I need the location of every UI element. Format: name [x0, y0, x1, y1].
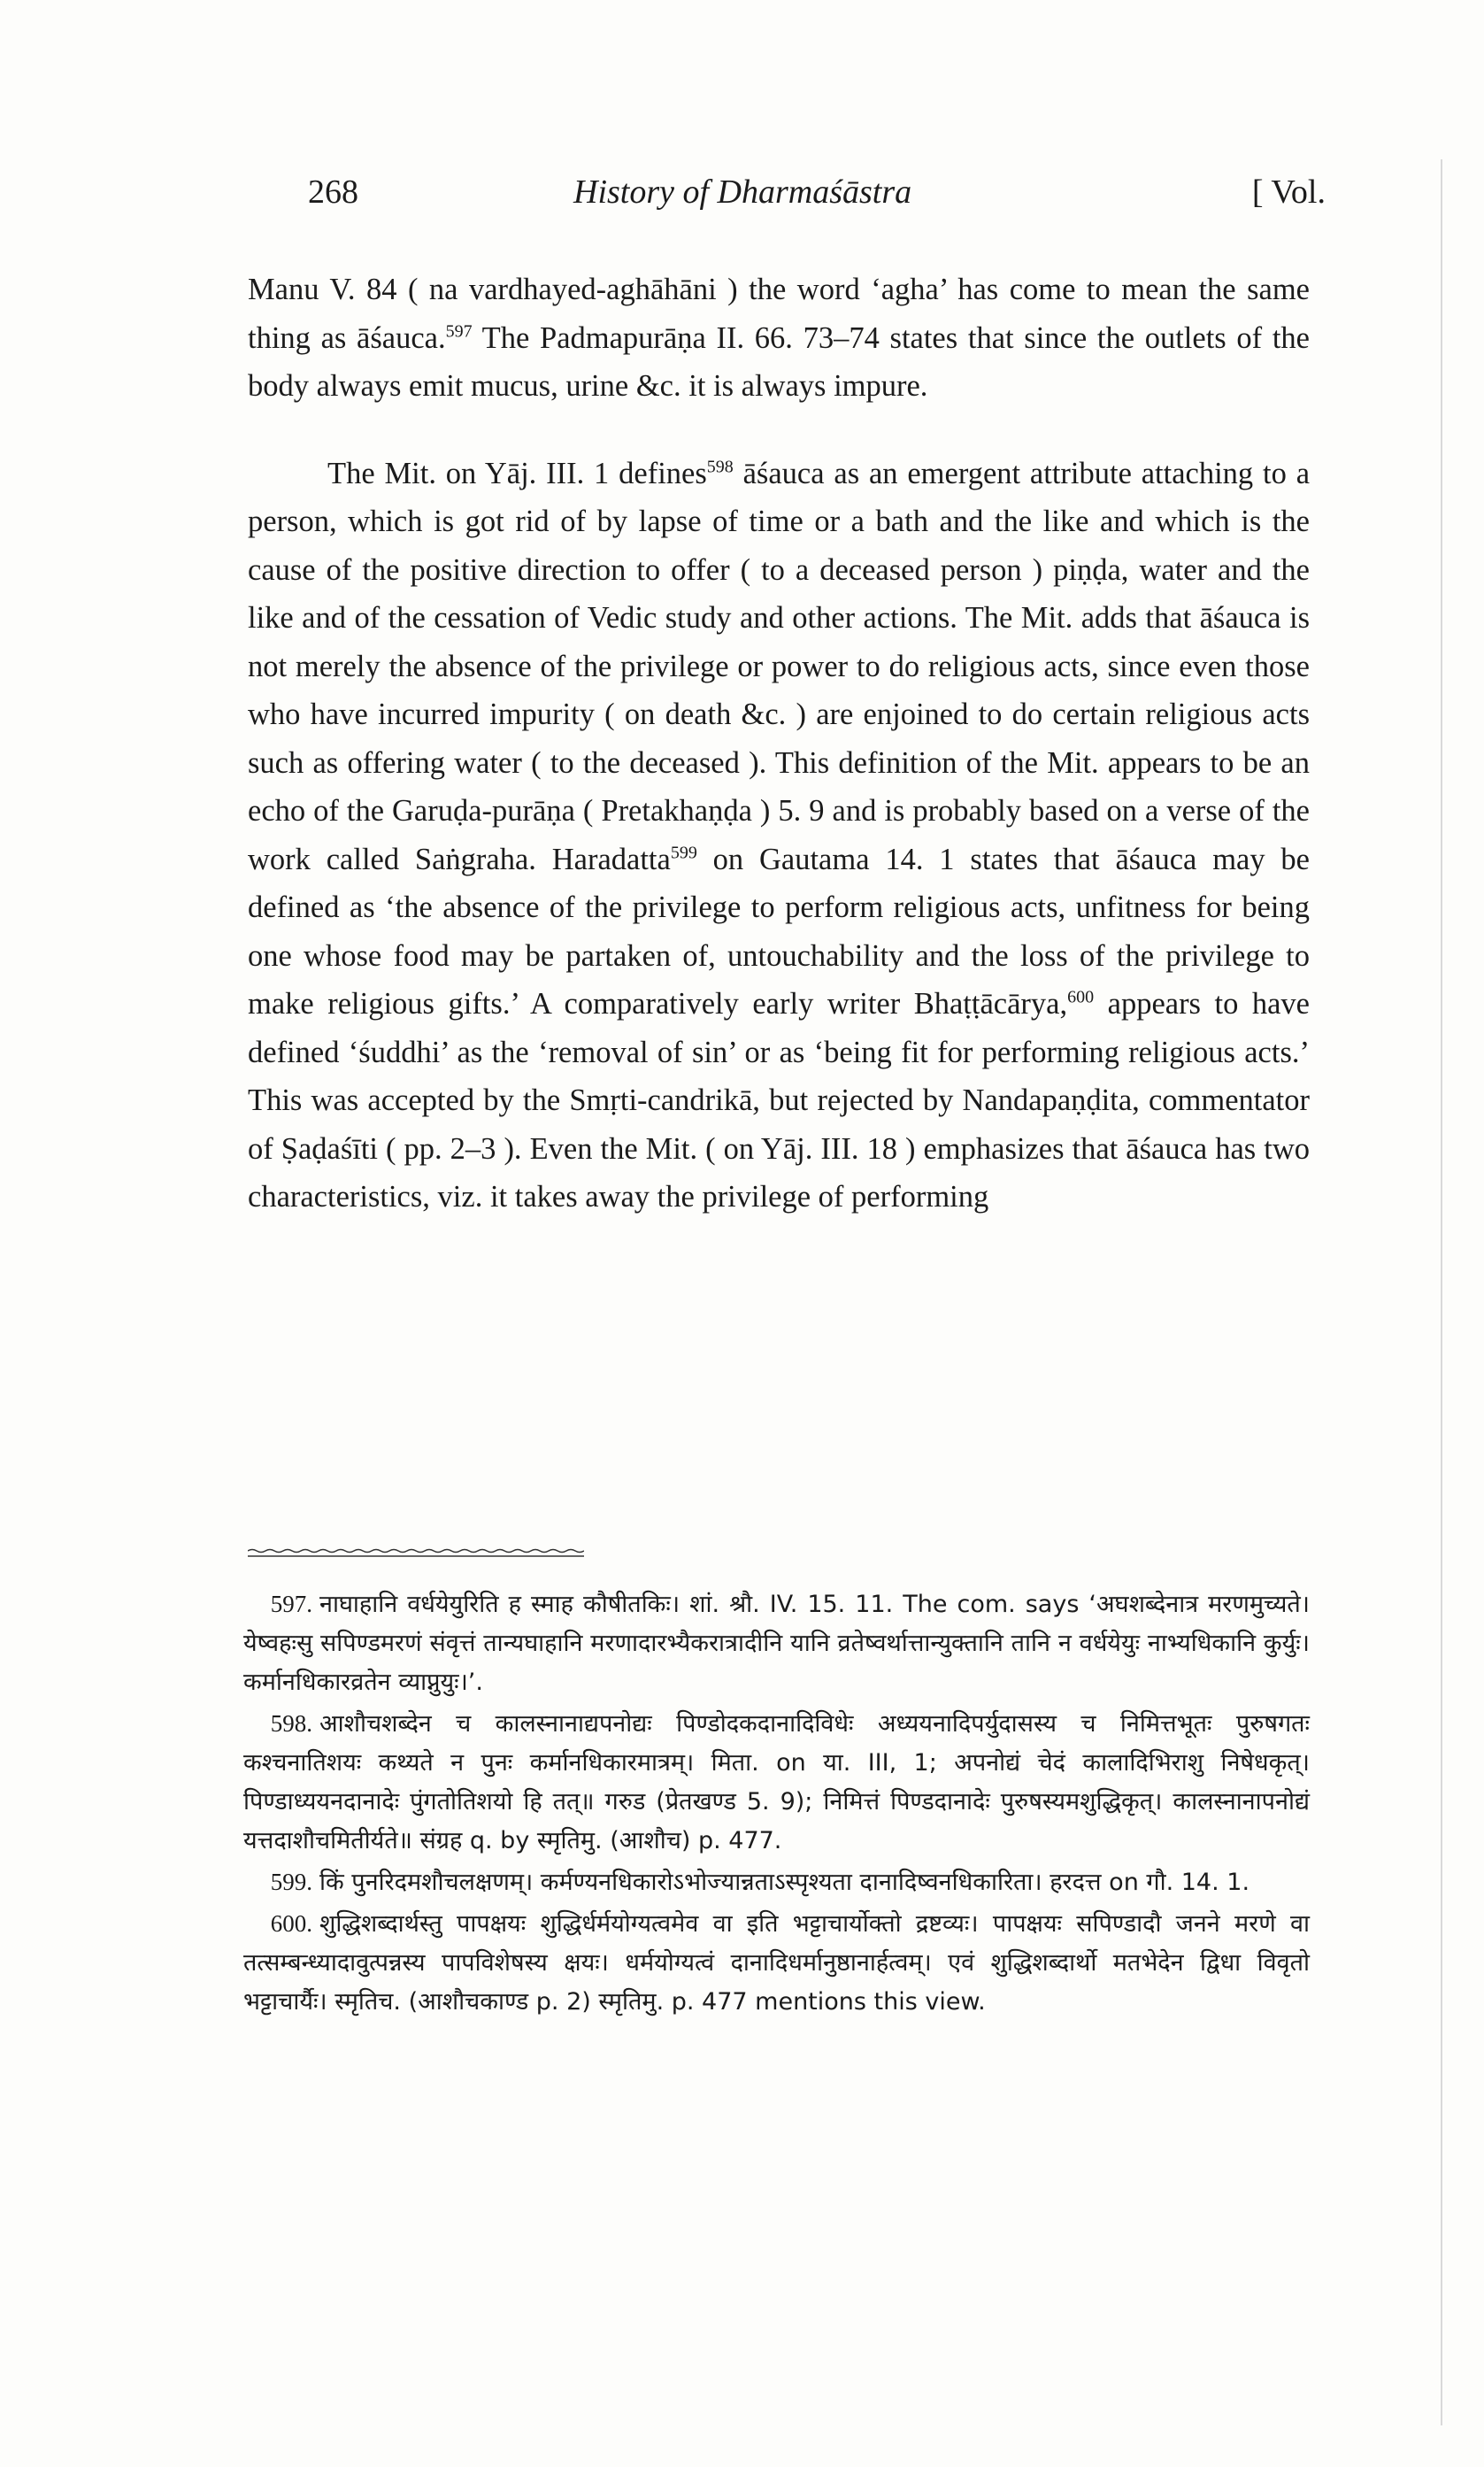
- footnote-599: [243, 1862, 1310, 1902]
- paragraph-2: [248, 450, 1310, 1222]
- paragraph-2-part-b: āśauca as an emergent attribute attaching to a person, which is got rid of by lapse of time or a bath and the like and which is the cause of the positive direction to offer ( to a deceased person ) piṇḍa, water and the like and of the cessation of Vedic study and other actions. The Mit. adds that āśauca is not merely the absence of the privilege or power to do religious acts, since even those who have incurred impurity ( on death &c. ) are enjoined to do certain religious acts such as offering water ( to the deceased ). This definition of the Mit. appears to be an echo of the Garuḍa-purāṇa ( Pretakhaṇḍa ) 5. 9 and is probably based on a verse of the work called Saṅgraha. Haradatta: [248, 456, 1311, 876]
- paragraph-1: [248, 266, 1310, 411]
- paragraph-2-part-d: appears to have defined ‘śuddhi’ as the ‘removal of sin’ or as ‘being fit for performing religious acts.’ This was accepted by the Smṛti-candrikā, but rejected by Nandapaṇḍita, commentator of Ṣaḍaśīti ( pp. 2–3 ). Even the Mit. ( on Yāj. III. 18 ) emphasizes that āśauca has two characteristics, viz. it takes away the privilege of performing: [248, 987, 1310, 1214]
- footnote-ref-600: 600: [1067, 987, 1095, 1007]
- paragraph-1-rest: The Padmapurāṇa II. 66. 73–74 states that since the outlets of the body always emit mucus, urine &c. it is always impure.: [248, 320, 1310, 403]
- footnote-ref-598: 598: [706, 457, 734, 476]
- footnote-text: किं पुनरिदमशौचलक्षणम्। कर्मण्यनधिकारोऽभोज्यान्नताऽस्पृश्यता दानादिष्वनधिकारिता। हरदत्त on गौ. 14. 1.: [319, 1869, 1250, 1896]
- page-header: [308, 173, 1326, 226]
- footnote-600: [243, 1904, 1310, 2022]
- footnote-ref-597: 597: [445, 321, 473, 341]
- page-number: 268: [308, 173, 358, 211]
- main-text: [248, 266, 1310, 1222]
- paragraph-2-part-c: on Gautama 14. 1 states that āśauca may be defined as ‘the absence of the privilege to perform religious acts, unfitness for being one whose food may be partaken of, untouchability and the loss of the privilege to make religious gifts.’ A comparatively early writer Bhaṭṭācārya,: [248, 842, 1310, 1021]
- footnotes: [243, 1584, 1310, 2024]
- footnote-number: 598.: [270, 1710, 312, 1737]
- paragraph-2-part-a: The Mit. on Yāj. III. 1 defines: [327, 456, 707, 490]
- paragraph-1-text: Manu V. 84 ( na vardhayed-aghāhāni ) the word ‘agha’ has come to mean the same thing as āśauca.: [248, 273, 1310, 355]
- page-edge-line: [1441, 159, 1442, 2425]
- footnote-ref-599: 599: [670, 843, 697, 862]
- footnote-598: [243, 1704, 1310, 1861]
- footnote-text: नाघाहानि वर्धयेयुरिति ह स्माह कौषीतकिः। शां. श्रौ. IV. 15. 11. The com. says ‘अघशब्देनात्र मरणमुच्यते। येष्वहःसु सपिण्डमरणं संवृत्तं तान्यघाहानि मरणादारभ्यैकरात्रादीनि यानि व्रतेष्वर्थात्तान्युक्तानि तानि न वर्धयेयुः नाभ्यधिकानि कुर्युः। कर्मानधिकारव्रतेन व्याप्नुयुः।’.: [243, 1591, 1310, 1696]
- running-title: History of Dharmaśāstra: [573, 173, 912, 211]
- footnote-number: 599.: [270, 1869, 312, 1895]
- footnote-number: 597.: [270, 1591, 312, 1617]
- footnote-separator: [248, 1547, 584, 1560]
- footnote-text: शुद्धिशब्दार्थस्तु पापक्षयः शुद्धिर्धर्मयोग्यत्वमेव वा इति भट्टाचार्योक्तो द्रष्टव्यः। पापक्षयः सपिण्डादौ जनने मरणे वा तत्सम्बन्ध्यादावुत्पन्नस्य पापविशेषस्य क्षयः। धर्मयोग्यत्वं दानादिधर्मानुष्ठानार्हत्वम्। एवं शुद्धिशब्दार्थो मतभेदेन द्विधा विवृतो भट्टाचार्यैः। स्मृतिच. (आशौचकाण्ड p. 2) स्मृतिमु. p. 477 mentions this view.: [243, 1910, 1310, 2016]
- footnote-597: [243, 1584, 1310, 1702]
- footnote-text: आशौचशब्देन च कालस्नानाद्यपनोद्यः पिण्डोदकदानादिविधेः अध्ययनादिपर्युदासस्य च निमित्तभूतः पुरुषगतः कश्चनातिशयः कथ्यते न पुनः कर्मानधिकारमात्रम्। मिता. on या. III, 1; अपनोद्यं चेदं कालादिभिराशु निषेधकृत्। पिण्डाध्ययनदानादेः पुंगतोतिशयो हि तत्॥ गरुड (प्रेतखण्ड 5. 9); निमित्तं पिण्डदानादेः पुरुषस्यमशुद्धिकृत्। कालस्नानापनोद्यं यत्तदाशौचमितीर्यते॥ संग्रह q. by स्मृतिमु. (आशौच) p. 477.: [243, 1710, 1310, 1854]
- volume-label: [ Vol.: [1251, 173, 1326, 211]
- footnote-number: 600.: [270, 1910, 312, 1937]
